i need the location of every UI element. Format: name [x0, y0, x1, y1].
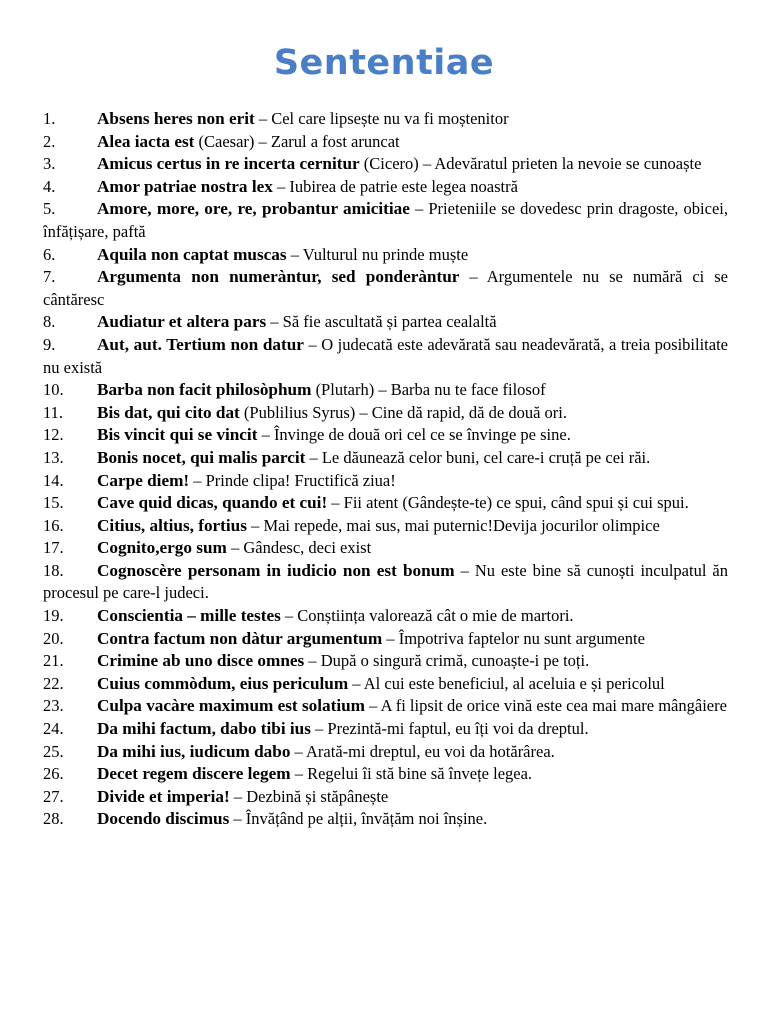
- entry-number: 13.: [43, 447, 64, 467]
- entry-number: 11.: [43, 402, 64, 422]
- list-item: [43, 695, 728, 718]
- list-item: [43, 605, 728, 628]
- list-item: [43, 628, 728, 651]
- latin-phrase: Audiatur et altera pars: [97, 312, 267, 332]
- entry-number: 23.: [43, 696, 64, 716]
- entry-number: 25.: [43, 741, 64, 761]
- entry-number: 14.: [43, 470, 64, 490]
- list-item: [43, 718, 728, 741]
- latin-phrase: Carpe diem!: [97, 470, 190, 490]
- list-item: [43, 131, 728, 154]
- translation: (Cicero) – Adevăratul prieten la nevoie se cunoaște: [359, 154, 702, 174]
- translation: (Caesar) – Zarul a fost aruncat: [194, 131, 400, 151]
- entry-number: 12.: [43, 425, 64, 445]
- entry-number: 16.: [43, 515, 64, 535]
- translation: – Prezintă-mi faptul, eu îți voi da dreptul.: [310, 719, 589, 739]
- translation: – Învățând pe alții, învățăm noi înșine.: [229, 809, 488, 829]
- list-item: [43, 311, 728, 334]
- translation: – Al cui este beneficiul, al aceluia e și pericolul: [348, 673, 665, 693]
- entry-number: 5.: [43, 199, 56, 219]
- latin-phrase: Amicus certus in re incerta cernitur: [97, 154, 360, 174]
- translation: – O judecată este adevărată sau neadevărată, a treia posibilitate nu există: [43, 334, 728, 377]
- latin-phrase: Crimine ab uno disce omnes: [97, 651, 305, 671]
- translation: – Regelui îi stă bine să învețe legea.: [290, 764, 533, 784]
- latin-phrase: Citius, altius, fortius: [97, 515, 247, 535]
- translation: – Prinde clipa! Fructifică ziua!: [189, 470, 396, 490]
- translation: – Mai repede, mai sus, mai puternic!Devija jocurilor olimpice: [246, 515, 660, 535]
- entry-number: 21.: [43, 651, 64, 671]
- list-item: [43, 515, 728, 538]
- list-item: [43, 560, 728, 605]
- list-item: [43, 176, 728, 199]
- list-item: [43, 470, 728, 493]
- latin-phrase: Aut, aut. Tertium non datur: [97, 334, 304, 354]
- translation: – Cel care lipsește nu va fi moștenitor: [254, 109, 509, 128]
- latin-phrase: Bis vincit qui se vincit: [97, 425, 258, 445]
- list-item: [43, 153, 728, 176]
- translation: – Nu este bine să cunoști inculpatul ăn procesul pe care-l judeci.: [43, 560, 728, 603]
- list-item: [43, 244, 728, 267]
- translation: – Iubirea de patrie este legea noastră: [272, 176, 518, 196]
- latin-phrase: Amor patriae nostra lex: [97, 176, 273, 196]
- latin-phrase: Cave quid dicas, quando et cui!: [97, 493, 328, 513]
- latin-phrase: Amore, more, ore, re, probantur amicitiae: [97, 199, 410, 219]
- latin-phrase: Docendo discimus: [97, 809, 230, 829]
- entry-number: 17.: [43, 538, 64, 558]
- entry-number: 15.: [43, 493, 64, 513]
- latin-phrase: Cognito,ergo sum: [97, 538, 227, 558]
- list-item: [43, 266, 728, 311]
- latin-phrase: Aquila non captat muscas: [97, 244, 287, 264]
- entry-number: 22.: [43, 673, 64, 693]
- entry-number: 6.: [43, 244, 56, 264]
- entry-number: 9.: [43, 334, 56, 354]
- entry-number: 24.: [43, 719, 64, 739]
- entry-number: 18.: [43, 560, 64, 580]
- page-title: Sententiae: [273, 43, 495, 83]
- entry-number: 27.: [43, 786, 64, 806]
- list-item: [43, 741, 728, 764]
- list-item: [43, 198, 728, 243]
- sententiae-list: [43, 108, 728, 831]
- list-item: [43, 108, 728, 131]
- latin-phrase: Conscientia – mille testes: [97, 606, 281, 626]
- translation: (Publilius Syrus) – Cine dă rapid, dă de două ori.: [239, 402, 567, 422]
- latin-phrase: Da mihi factum, dabo tibi ius: [97, 719, 311, 739]
- entry-number: 26.: [43, 764, 64, 784]
- translation: – Le dăunează celor buni, cel care-i cruță pe cei răi.: [305, 447, 651, 467]
- list-item: [43, 537, 728, 560]
- translation: – Vulturul nu prinde muște: [286, 244, 469, 264]
- translation: – Conștiința valorează cât o mie de martori.: [280, 606, 574, 626]
- entry-number: 20.: [43, 628, 64, 648]
- entry-number: 10.: [43, 380, 64, 400]
- translation: – Arată-mi dreptul, eu voi da hotărârea.: [290, 741, 555, 761]
- entry-number: 19.: [43, 606, 64, 626]
- list-item: [43, 786, 728, 809]
- latin-phrase: Bonis nocet, qui malis parcit: [97, 447, 306, 467]
- list-item: [43, 379, 728, 402]
- translation: – A fi lipsit de orice vină este cea mai mare mângâiere: [364, 696, 727, 716]
- list-item: [43, 763, 728, 786]
- entry-number: 4.: [43, 176, 56, 196]
- entry-number: 2.: [43, 131, 56, 151]
- translation: – Gândesc, deci exist: [226, 538, 372, 558]
- list-item: [43, 424, 728, 447]
- entry-number: 8.: [43, 312, 56, 332]
- list-item: [43, 334, 728, 379]
- entry-number: 7.: [43, 267, 56, 287]
- list-item: [43, 673, 728, 696]
- list-item: [43, 650, 728, 673]
- list-item: [43, 492, 728, 515]
- translation: – Să fie ascultată și partea cealaltă: [266, 312, 497, 332]
- translation: – Învinge de două ori cel ce se învinge pe sine.: [257, 425, 571, 445]
- translation: – Argumentele nu se numără ci se cântăresc: [43, 267, 728, 309]
- list-item: [43, 447, 728, 470]
- entry-number: 28.: [43, 809, 64, 829]
- latin-phrase: Barba non facit philosòphum: [97, 380, 312, 400]
- latin-phrase: Culpa vacàre maximum est solatium: [97, 696, 365, 716]
- entry-number: 3.: [43, 154, 56, 174]
- latin-phrase: Da mihi ius, iudicum dabo: [97, 741, 291, 761]
- translation: – Împotriva faptelor nu sunt argumente: [382, 628, 645, 648]
- entry-number: 1.: [43, 109, 56, 128]
- latin-phrase: Cuius commòdum, eius periculum: [97, 673, 349, 693]
- latin-phrase: Absens heres non erit: [97, 109, 255, 128]
- translation: (Plutarh) – Barba nu te face filosof: [311, 380, 546, 400]
- translation: – Fii atent (Gândește-te) ce spui, când spui și cui spui.: [327, 493, 689, 513]
- latin-phrase: Decet regem discere legem: [97, 764, 291, 784]
- translation: – După o singură crimă, cunoaște-i pe toți.: [304, 651, 590, 671]
- latin-phrase: Contra factum non dàtur argumentum: [97, 628, 383, 648]
- list-item: [43, 808, 728, 831]
- latin-phrase: Divide et imperia!: [97, 786, 230, 806]
- translation: – Dezbină și stăpânește: [229, 786, 389, 806]
- translation: – Prieteniile se dovedesc prin dragoste, obicei, înfățișare, paftă: [43, 199, 728, 241]
- latin-phrase: Cognoscère personam in iudicio non est bonum: [97, 560, 455, 580]
- latin-phrase: Bis dat, qui cito dat: [97, 402, 240, 422]
- list-item: [43, 402, 728, 425]
- latin-phrase: Argumenta non numeràntur, sed ponderàntur: [97, 267, 460, 287]
- latin-phrase: Alea iacta est: [97, 131, 195, 151]
